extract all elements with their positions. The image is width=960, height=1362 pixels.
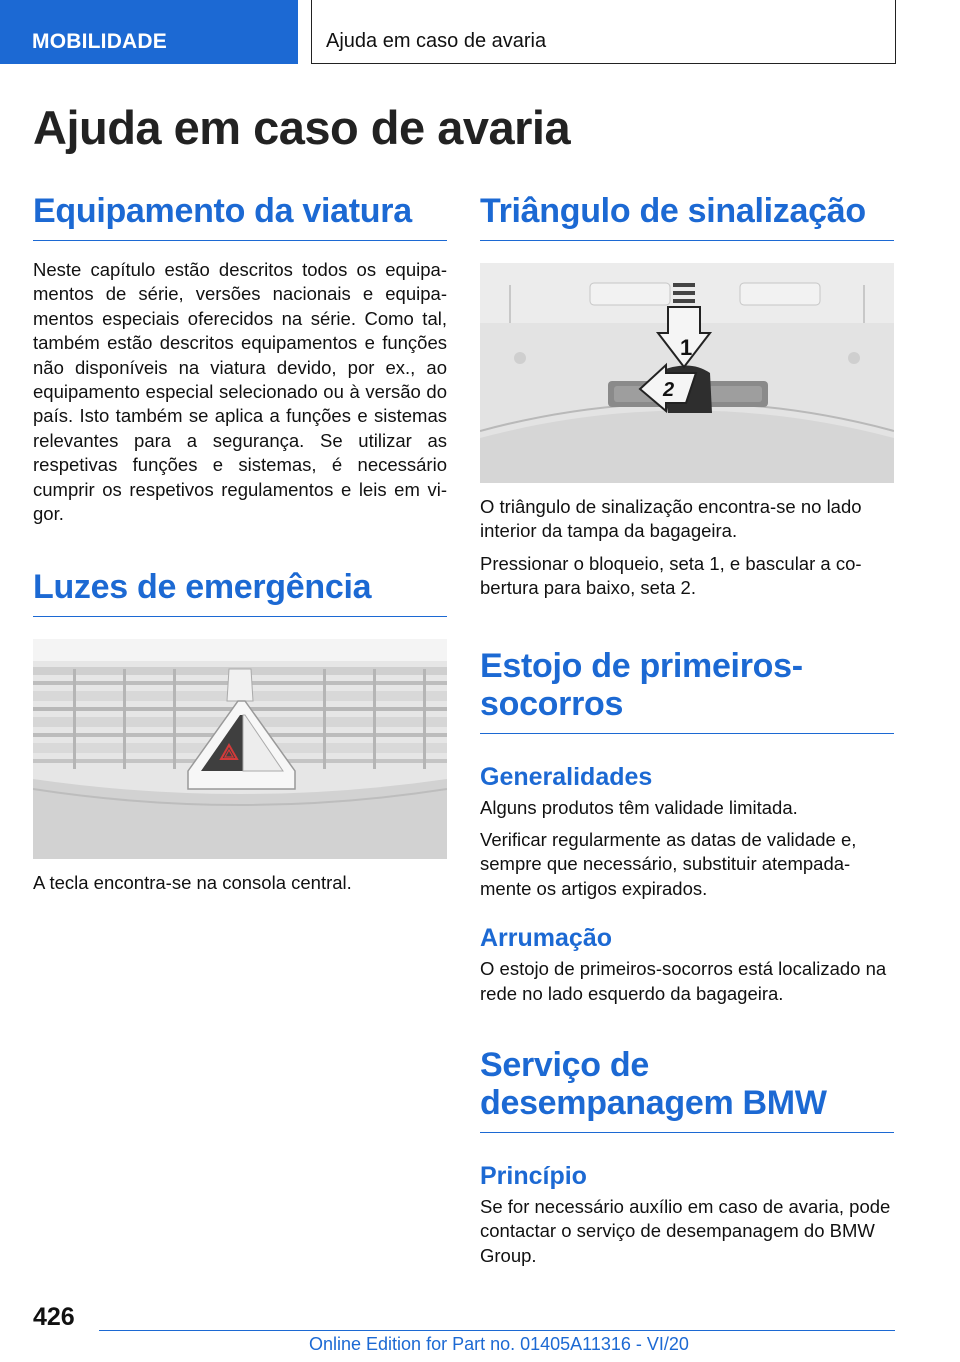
heading-principio: Princípio [480,1162,587,1191]
generalidades-text-1: Alguns produtos têm validade limitada. [480,796,798,818]
page-title: Ajuda em caso de avaria [33,101,571,154]
chapter-header [311,0,896,64]
heading-servico: Serviço de desempanagem BMW [480,1044,894,1133]
equipamento-text: Neste capítulo estão descritos todos os equipamentos de série, versões nacionais e equipamentos especiais oferecidos na série. Como tal, também estão descritos equipamentos e funções não disponíveis na viatura devido, por ex., ao equipamento especial selecionado ou à versão do país. Isto também se aplica a funções e sistemas relevantes para a segurança. Se utilizar as respetivas funções e sistemas, é necessário cumprir os respetivos regulamentos e leis em vigor. [33,259,447,525]
arrow-1-label: 1 [680,335,693,360]
luzes-caption: A tecla encontra-se na consola central. [33,872,352,894]
page-number: 426 [33,1303,75,1331]
arrumacao-text: O estojo de primeiros-socorros está localizado na rede no lado esquerdo da bagageira. [480,958,887,1004]
heading-equipamento: Equipamento da viatura [33,190,447,241]
right-column [480,190,894,1268]
left-column [33,190,447,896]
heading-arrumacao: Arrumação [480,924,612,953]
heading-luzes: Luzes de emergência [33,566,447,617]
triangulo-text-1: O triângulo de sinalização encontra-se no lado interior da tampa da bagageira. [480,496,862,542]
hazard-button-figure [33,639,447,859]
footer-edition: Online Edition for Part no. 01405A11316 - VI/20 [309,1334,689,1354]
arrow-2-label: 2 [663,379,675,401]
generalidades-text-2: Verificar regularmente as datas de validade e, sempre que necessário, substituir atempadamente os artigos expirados. [480,829,857,899]
heading-estojo: Estojo de primeiros-socorros [480,645,894,734]
section-tab-label: MOBILIDADE [32,30,167,53]
footer-divider [99,1330,895,1331]
chapter-header-label: Ajuda em caso de avaria [326,30,547,52]
triangulo-text-2: Pressionar o bloqueio, seta 1, e bascular a cobertura para baixo, seta 2. [480,552,862,599]
section-tab [0,0,298,64]
warning-triangle-figure [480,263,894,483]
principio-text: Se for necessário auxílio em caso de avaria, pode contactar o serviço de desempanagem do BMW Group. [480,1196,891,1266]
heading-generalidades: Generalidades [480,762,653,791]
heading-triangulo: Triângulo de sinalização [480,190,894,241]
